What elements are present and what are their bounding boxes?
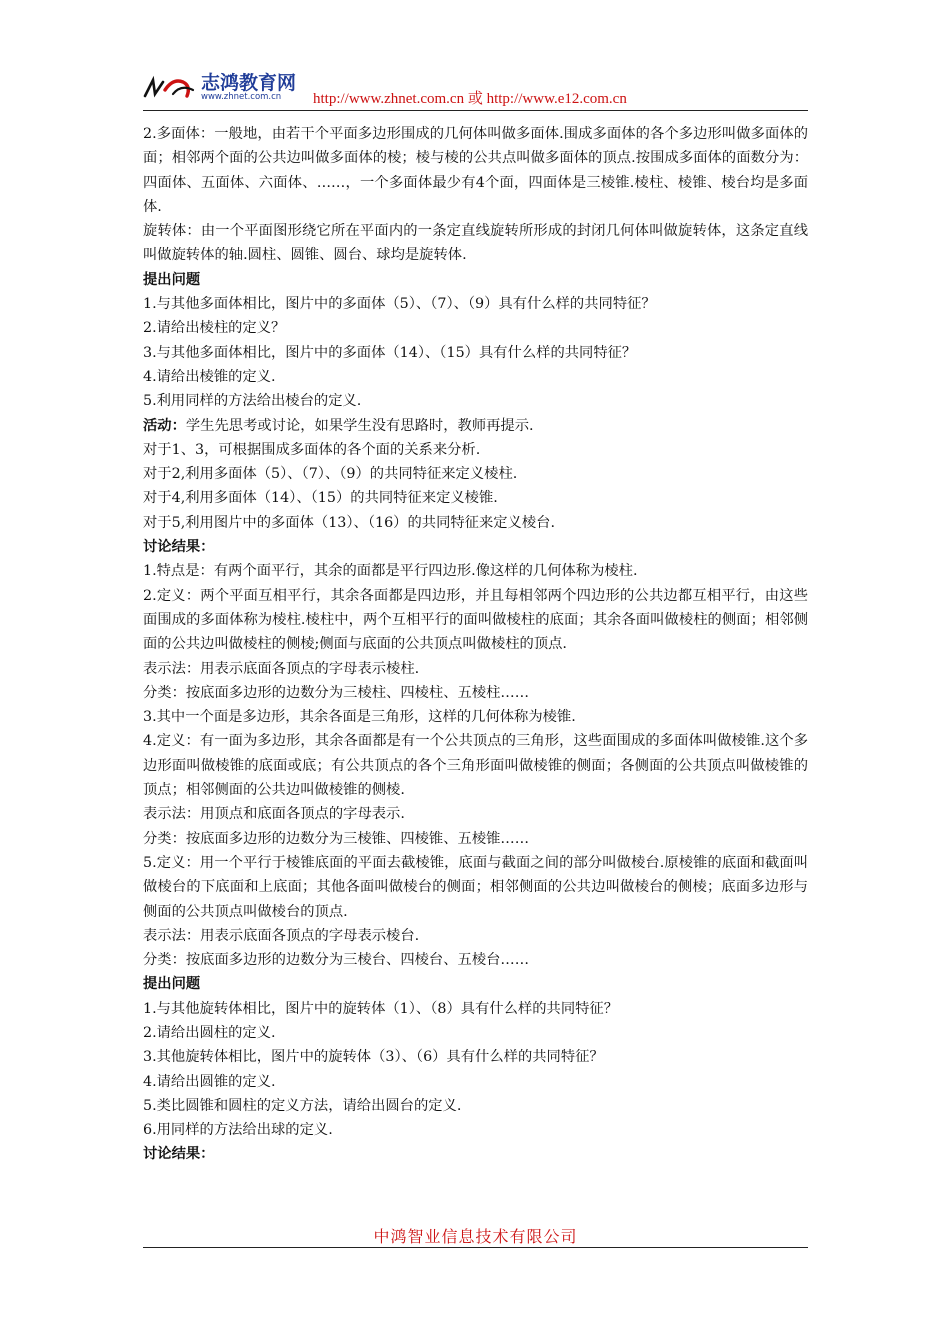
paragraph	[143, 462, 808, 486]
paragraph-text: 3.其中一个面是多边形，其余各面是三角形，这样的几何体称为棱锥.	[143, 709, 576, 726]
paragraph	[143, 802, 808, 826]
logo-url: www.zhnet.com.cn	[201, 92, 282, 102]
paragraph-text: 6.用同样的方法给出球的定义.	[143, 1122, 333, 1139]
section-heading	[143, 535, 808, 559]
paragraph-text: 提出问题	[143, 976, 201, 993]
paragraph-text: 旋转体：由一个平面图形绕它所在平面内的一条定直线旋转所形成的封闭几何体叫做旋转体，这条定直线叫做旋转体的轴.圆柱、圆锥、圆台、球均是旋转体.	[143, 223, 808, 264]
paragraph	[143, 1070, 808, 1094]
site-logo[interactable]	[143, 68, 313, 108]
paragraph-text: 2.请给出圆柱的定义.	[143, 1024, 276, 1041]
section-heading	[143, 268, 808, 292]
page-header	[143, 68, 808, 108]
paragraph	[143, 827, 808, 851]
paragraph	[143, 997, 808, 1021]
paragraph	[143, 657, 808, 681]
paragraph-text: 表示法：用顶点和底面各顶点的字母表示.	[143, 806, 405, 823]
paragraph-text: 4.定义：有一面为多边形，其余各面都是有一个公共顶点的三角形，这些面围成的多面体叫做棱锥.这个多边形面叫做棱锥的底面或底；有公共顶点的各个三角形面叫做棱锥的侧面；各侧面的公共顶点叫做棱锥的顶点；相邻侧面的公共边叫做棱锥的侧棱.	[143, 733, 808, 799]
paragraph-text: 对于4,利用多面体（14）、（15）的共同特征来定义棱锥.	[143, 490, 498, 507]
paragraph	[143, 705, 808, 729]
paragraph-text: 分类：按底面多边形的边数分为三棱台、四棱台、五棱台……	[143, 952, 530, 969]
logo-swoosh-icon	[143, 74, 199, 100]
paragraph	[143, 389, 808, 413]
footer-divider	[143, 1247, 808, 1248]
paragraph-text: 2.多面体：一般地，由若干个平面多边形围成的几何体叫做多面体.围成多面体的各个多边形叫做多面体的面；相邻两个面的公共边叫做多面体的棱；棱与棱的公共点叫做多面体的顶点.按围成多面体的面数分为：四面体、五面体、六面体、……，一个多面体最少有4个面，四面体是三棱锥.棱柱、棱锥、棱台均是多面体.	[143, 126, 808, 215]
paragraph-text: 分类：按底面多边形的边数分为三棱锥、四棱锥、五棱锥……	[143, 830, 530, 847]
paragraph-text: 5.类比圆锥和圆柱的定义方法，请给出圆台的定义.	[143, 1097, 462, 1114]
paragraph	[143, 948, 808, 972]
paragraph-text: 2.定义：两个平面互相平行，其余各面都是四边形，并且每相邻两个四边形的公共边都互相平行，由这些面围成的多面体称为棱柱.棱柱中，两个互相平行的面叫做棱柱的底面；其余各面叫做棱柱的侧面；相邻侧面的公共边叫做棱柱的侧棱;侧面与底面的公共顶点叫做棱柱的顶点.	[143, 587, 808, 653]
paragraph-text: 1.特点是：有两个面平行，其余的面都是平行四边形.像这样的几何体称为棱柱.	[143, 563, 638, 580]
paragraph	[143, 486, 808, 510]
paragraph	[143, 292, 808, 316]
paragraph	[143, 341, 808, 365]
paragraph	[143, 729, 808, 802]
paragraph-text: 讨论结果：	[143, 539, 215, 556]
paragraph	[143, 1094, 808, 1118]
paragraph	[143, 511, 808, 535]
paragraph-text: 3.与其他多面体相比，图片中的多面体（14）、（15）具有什么样的共同特征？	[143, 344, 637, 361]
paragraph-text: 对于5,利用图片中的多面体（13）、（16）的共同特征来定义棱台.	[143, 514, 555, 531]
header-divider	[143, 110, 808, 111]
paragraph-text: 提出问题	[143, 271, 201, 288]
footer-company: 中鸿智业信息技术有限公司	[373, 1227, 578, 1246]
paragraph-text: 5.定义：用一个平行于棱锥底面的平面去截棱锥，底面与截面之间的部分叫做棱台.原棱锥的底面和截面叫做棱台的下底面和上底面；其他各面叫做棱台的侧面；相邻侧面的公共边叫做棱台的侧棱；底面多边形与侧面的公共顶点叫做棱台的顶点.	[143, 854, 808, 920]
paragraph	[143, 1045, 808, 1069]
paragraph	[143, 851, 808, 924]
paragraph-text: 2.请给出棱柱的定义？	[143, 320, 286, 337]
paragraph	[143, 219, 808, 268]
paragraph-text: 讨论结果：	[143, 1146, 215, 1163]
paragraph	[143, 584, 808, 657]
paragraph	[143, 438, 808, 462]
paragraph-text: 表示法：用表示底面各顶点的字母表示棱柱.	[143, 660, 420, 677]
section-heading	[143, 1142, 808, 1166]
paragraph-text: 表示法：用表示底面各顶点的字母表示棱台.	[143, 927, 420, 944]
paragraph	[143, 1021, 808, 1045]
paragraph	[143, 1118, 808, 1142]
paragraph-text: 5.利用同样的方法给出棱台的定义.	[143, 393, 362, 410]
paragraph	[143, 365, 808, 389]
paragraph	[143, 924, 808, 948]
document-body	[143, 122, 808, 1167]
paragraph	[143, 122, 808, 219]
header-links[interactable]: http://www.zhnet.com.cn 或 http://www.e12.com.cn	[313, 91, 627, 107]
paragraph-lead: 活动：	[143, 417, 186, 434]
paragraph-text: 4.请给出棱锥的定义.	[143, 368, 276, 385]
paragraph-text: 3.其他旋转体相比，图片中的旋转体（3）、（6）具有什么样的共同特征？	[143, 1049, 604, 1066]
paragraph-text: 对于1、3，可根据围成多面体的各个面的关系来分析.	[143, 441, 481, 458]
paragraph-text: 学生先思考或讨论，如果学生没有思路时，教师再提示.	[185, 417, 534, 434]
paragraph-text: 分类：按底面多边形的边数分为三棱柱、四棱柱、五棱柱……	[143, 684, 530, 701]
paragraph	[143, 414, 808, 438]
section-heading	[143, 972, 808, 996]
paragraph	[143, 316, 808, 340]
paragraph-text: 1.与其他旋转体相比，图片中的旋转体（1）、（8）具有什么样的共同特征？	[143, 1000, 619, 1017]
logo-title: 志鸿教育网	[201, 72, 297, 94]
paragraph-text: 对于2,利用多面体（5）、（7）、（9）的共同特征来定义棱柱.	[143, 466, 518, 483]
paragraph-text: 4.请给出圆锥的定义.	[143, 1073, 276, 1090]
paragraph	[143, 681, 808, 705]
paragraph-text: 1.与其他多面体相比，图片中的多面体（5）、（7）、（9）具有什么样的共同特征？	[143, 296, 656, 313]
paragraph	[143, 559, 808, 583]
